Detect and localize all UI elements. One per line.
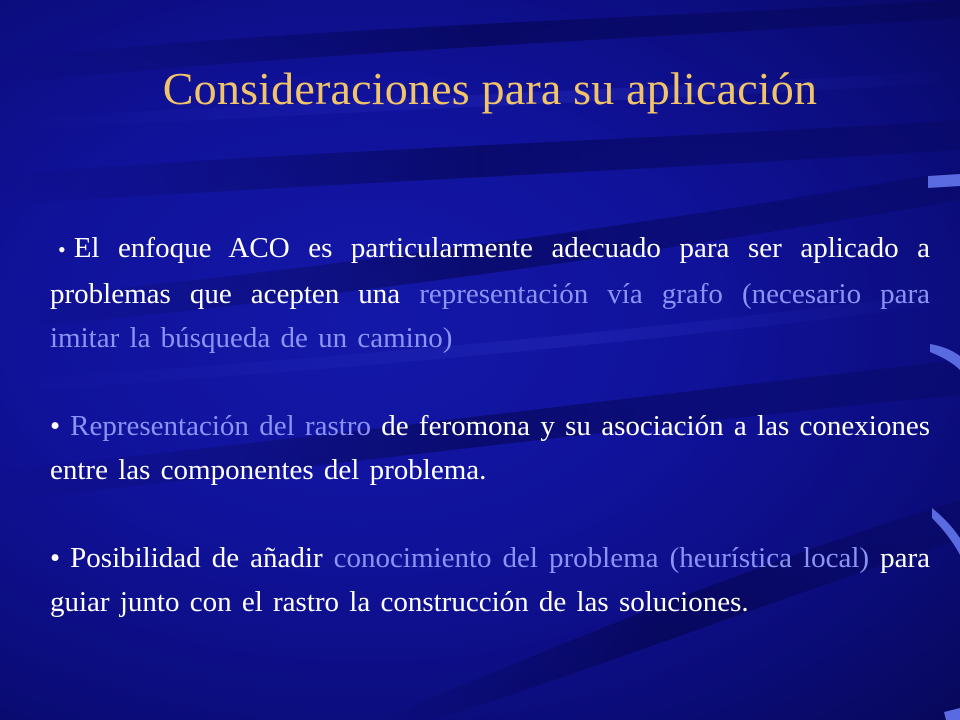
bullet-icon: • [50,542,61,574]
paragraph-2-highlight: Representación del rastro [70,410,371,442]
bullet-paragraph-3 [50,536,930,624]
bullet-icon: • [58,237,66,262]
paragraph-3-text-end: para guiar junto con el rastro la construcción de las soluciones. [50,542,930,618]
paragraph-3-highlight: conocimiento del problema (heurística local) [333,542,870,574]
slide-content [50,226,930,624]
bullet-icon: • [50,410,61,442]
bullet-paragraph-2 [50,404,930,492]
slide-title: Consideraciones para su aplicación [162,63,818,114]
paragraph-3-text: Posibilidad de añadir [70,542,334,574]
paragraph-2-text: de feromona y su asociación a las conexiones entre las componentes del problema. [50,410,931,486]
bullet-paragraph-1 [50,226,930,360]
paragraph-1-text: El enfoque ACO es particularmente adecuado para ser aplicado a problemas que acepten una [50,232,930,310]
paragraph-1-highlight: representación vía grafo (necesario para imitar la búsqueda de un camino) [50,278,931,354]
